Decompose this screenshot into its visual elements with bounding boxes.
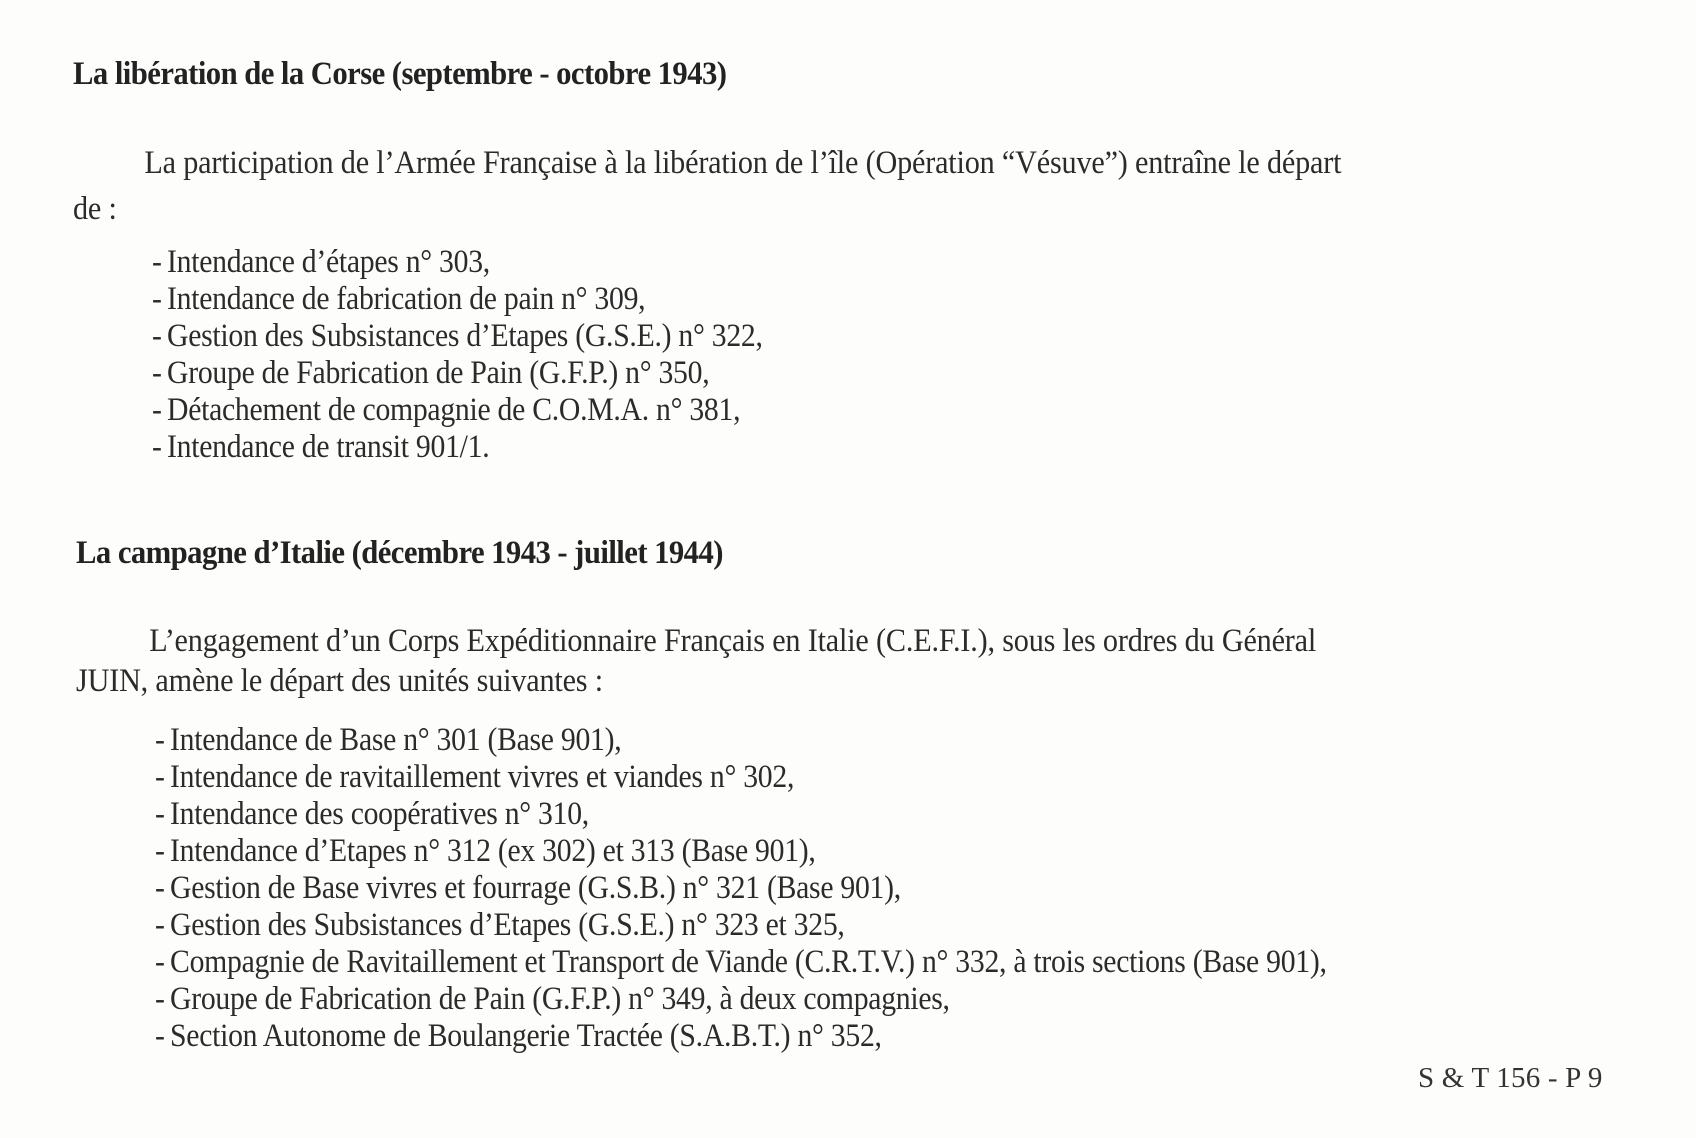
list-marker: - bbox=[155, 907, 165, 943]
section-heading-corse: La libération de la Corse (septembre - octobre 1943) bbox=[73, 56, 727, 92]
section-paragraph-corse bbox=[73, 140, 1459, 232]
list-item: - Intendance de ravitaillement vivres et viandes n° 302, bbox=[155, 759, 795, 795]
page-footer: S & T 156 - P 9 bbox=[1418, 1062, 1603, 1094]
list-item: - Gestion de Base vivres et fourrage (G.S.B.) n° 321 (Base 901), bbox=[155, 870, 901, 906]
unit-list-italie bbox=[155, 722, 1457, 1055]
list-marker: - bbox=[152, 355, 162, 391]
paragraph-line: L’engagement d’un Corps Expéditionnaire Français en Italie (C.E.F.I.), sous les ordres du Général bbox=[149, 623, 1317, 659]
list-item: - Intendance de Base n° 301 (Base 901), bbox=[155, 722, 622, 758]
list-marker: - bbox=[155, 722, 165, 758]
paragraph-line: de : bbox=[73, 191, 117, 227]
list-marker: - bbox=[152, 318, 162, 354]
list-marker: - bbox=[152, 281, 162, 317]
list-marker: - bbox=[155, 833, 165, 869]
list-item: - Groupe de Fabrication de Pain (G.F.P.) n° 350, bbox=[152, 355, 710, 391]
list-item: - Détachement de compagnie de C.O.M.A. n° 381, bbox=[152, 392, 741, 428]
list-marker: - bbox=[155, 796, 165, 832]
list-item: - Intendance de transit 901/1. bbox=[152, 429, 490, 465]
paragraph-line: La participation de l’Armée Française à la libération de l’île (Opération “Vésuve”) entraîne le départ bbox=[144, 145, 1342, 181]
list-item: - Gestion des Subsistances d’Etapes (G.S.E.) n° 322, bbox=[152, 318, 763, 354]
list-marker: - bbox=[152, 429, 162, 465]
list-item: - Groupe de Fabrication de Pain (G.F.P.) n° 349, à deux compagnies, bbox=[155, 981, 950, 1017]
list-item: - Compagnie de Ravitaillement et Transport de Viande (C.R.T.V.) n° 332, à trois sections (Base 901), bbox=[155, 944, 1327, 980]
section-paragraph-italie bbox=[76, 618, 1431, 704]
list-item: - Intendance des coopératives n° 310, bbox=[155, 796, 589, 832]
list-marker: - bbox=[155, 944, 165, 980]
list-marker: - bbox=[155, 981, 165, 1017]
unit-list-corse bbox=[152, 244, 830, 466]
list-marker: - bbox=[152, 244, 162, 280]
list-item: - Section Autonome de Boulangerie Tractée (S.A.B.T.) n° 352, bbox=[155, 1018, 882, 1054]
list-marker: - bbox=[155, 759, 165, 795]
list-item: - Intendance de fabrication de pain n° 309, bbox=[152, 281, 646, 317]
paragraph-line: JUIN, amène le départ des unités suivantes : bbox=[76, 663, 603, 699]
section-heading-italie: La campagne d’Italie (décembre 1943 - juillet 1944) bbox=[76, 535, 723, 571]
list-marker: - bbox=[152, 392, 162, 428]
list-marker: - bbox=[155, 870, 165, 906]
list-item: - Intendance d’étapes n° 303, bbox=[152, 244, 490, 280]
list-item: - Gestion des Subsistances d’Etapes (G.S.E.) n° 323 et 325, bbox=[155, 907, 845, 943]
list-item: - Intendance d’Etapes n° 312 (ex 302) et 313 (Base 901), bbox=[155, 833, 816, 869]
list-marker: - bbox=[155, 1018, 165, 1054]
